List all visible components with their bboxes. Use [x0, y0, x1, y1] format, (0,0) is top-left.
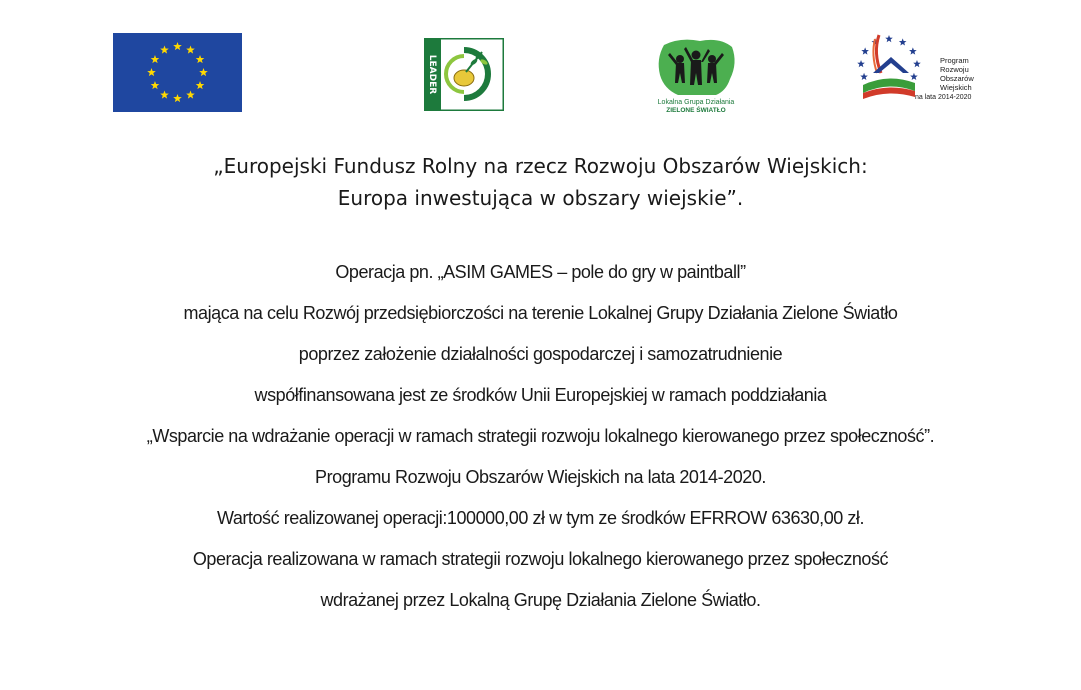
- prow-line-program: Program: [940, 56, 969, 65]
- prow-star-icon: [910, 73, 918, 80]
- leader-text: LEADER: [427, 54, 437, 95]
- prow-2014-2020-logo: [843, 33, 977, 105]
- headline-line-1: „Europejski Fundusz Rolny na rzecz Rozwoju Obszarów Wiejskich:: [213, 154, 868, 178]
- prow-star-icon: [860, 73, 868, 80]
- prow-line-rozwoju: Rozwoju: [940, 65, 969, 74]
- prow-star-icon: [857, 60, 865, 67]
- operation-title-line: Operacja pn. „ASIM GAMES – pole do gry w paintball”: [335, 262, 746, 282]
- operation-value-line: Wartość realizowanej operacji:100000,00 zł w tym ze środków EFRROW 63630,00 zł.: [216, 508, 865, 528]
- lgd-zielone-swiatlo-logo: [650, 35, 742, 115]
- operation-goal-line: mająca na celu Rozwój przedsiębiorczości na terenie Lokalnej Grupy Działania Zielone Światło: [183, 303, 898, 323]
- leader-logo: [424, 38, 504, 111]
- headline-line-2: Europa inwestująca w obszary wiejskie”.: [337, 186, 744, 210]
- prow-line-obszarow: Obszarów: [940, 74, 974, 83]
- prow-line-wiejskich: Wiejskich: [940, 83, 972, 92]
- lgd-caption-line2: ZIELONE ŚWIATŁO: [666, 107, 726, 114]
- prow-star-icon: [885, 35, 893, 42]
- prow-line-years: na lata 2014-2020: [915, 94, 972, 101]
- operation-implementer-line: wdrażanej przez Lokalną Grupę Działania Zielone Światło.: [320, 590, 761, 610]
- prow-star-icon: [909, 47, 917, 54]
- operation-means-line: poprzez założenie działalności gospodarczej i samozatrudnienie: [298, 344, 783, 364]
- operation-strategy-line: Operacja realizowana w ramach strategii rozwoju lokalnego kierowanego przez społeczność: [192, 549, 889, 569]
- operation-subaction-line: „Wsparcie na wdrażanie operacji w ramach strategii rozwoju lokalnego kierowanego przez społeczność”.: [146, 426, 935, 446]
- prow-star-icon: [861, 47, 869, 54]
- eu-flag-logo: [113, 33, 242, 112]
- operation-programme-line: Programu Rozwoju Obszarów Wiejskich na lata 2014-2020.: [315, 467, 766, 487]
- prow-star-icon: [913, 60, 921, 67]
- prow-star-icon: [899, 38, 907, 45]
- operation-cofinancing-line: współfinansowana jest ze środków Unii Europejskiej w ramach poddziałania: [254, 385, 827, 405]
- lgd-caption-line1: Lokalna Grupa Działania: [657, 99, 735, 106]
